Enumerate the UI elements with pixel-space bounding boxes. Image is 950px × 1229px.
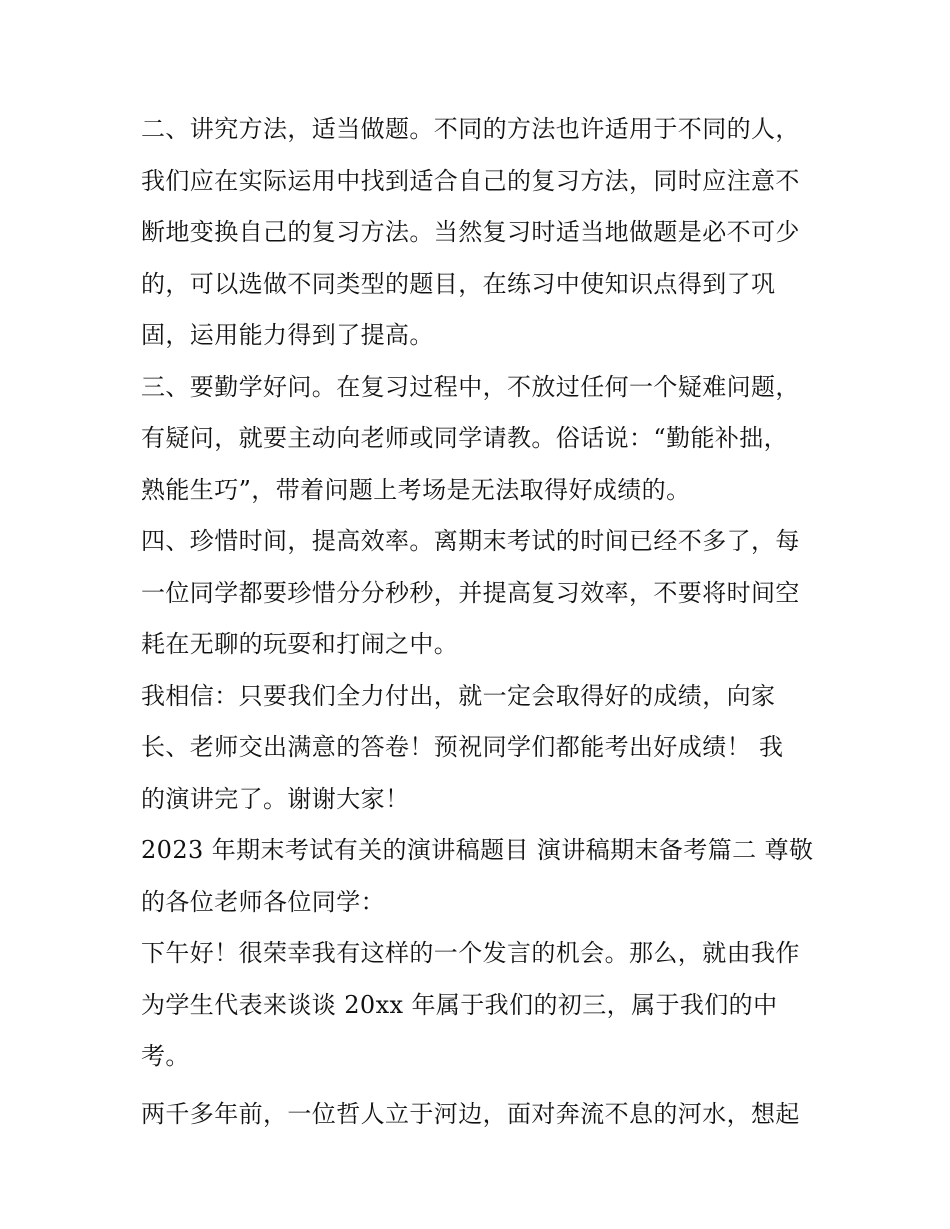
text-line: 一位同学都要珍惜分分秒秒，并提高复习效率，不要将时间空 [141,578,800,607]
text-line: 考。 [141,1042,190,1070]
text-line: 的演讲完了。谢谢大家！ [141,784,410,813]
text-line: 断地变换自己的复习方法。当然复习时适当地做题是必不可少 [141,218,800,246]
text-line: 我相信：只要我们全力付出，就一定会取得好的成绩，向家 [141,681,776,710]
text-line: 熟能生巧”，带着问题上考场是无法取得好成绩的。 [141,475,691,504]
text-line: 下午好！很荣幸我有这样的一个发言的机会。那么，就由我作 [141,939,800,967]
text-line: 2023 年期末考试有关的演讲稿题目 演讲稿期末备考篇二 尊敬 [141,836,814,864]
text-line: 长、老师交出满意的答卷！预祝同学们都能考出好成绩！ 我 [141,733,784,761]
text-line: 耗在无聊的玩耍和打闹之中。 [141,630,459,658]
text-line: 我们应在实际运用中找到适合自己的复习方法，同时应注意不 [141,166,800,195]
text-line: 的各位老师各位同学： [141,887,385,916]
text-line: 两千多年前，一位哲人立于河边，面对奔流不息的河水，想起 [141,1099,800,1128]
document-body [141,104,821,1140]
text-line: 四、珍惜时间，提高效率。离期末考试的时间已经不多了，每 [141,527,800,555]
text-line: 固，运用能力得到了提高。 [141,321,434,349]
text-line: 的，可以选做不同类型的题目，在练习中使知识点得到了巩 [141,269,776,298]
text-line: 三、要勤学好问。在复习过程中，不放过任何一个疑难问题， [141,372,800,401]
text-line: 二、讲究方法，适当做题。不同的方法也许适用于不同的人， [141,115,800,143]
text-line: 有疑问，就要主动向老师或同学请教。俗话说：“勤能补拙， [141,424,789,452]
text-line: 为学生代表来谈谈 20xx 年属于我们的初三，属于我们的中 [141,990,778,1019]
